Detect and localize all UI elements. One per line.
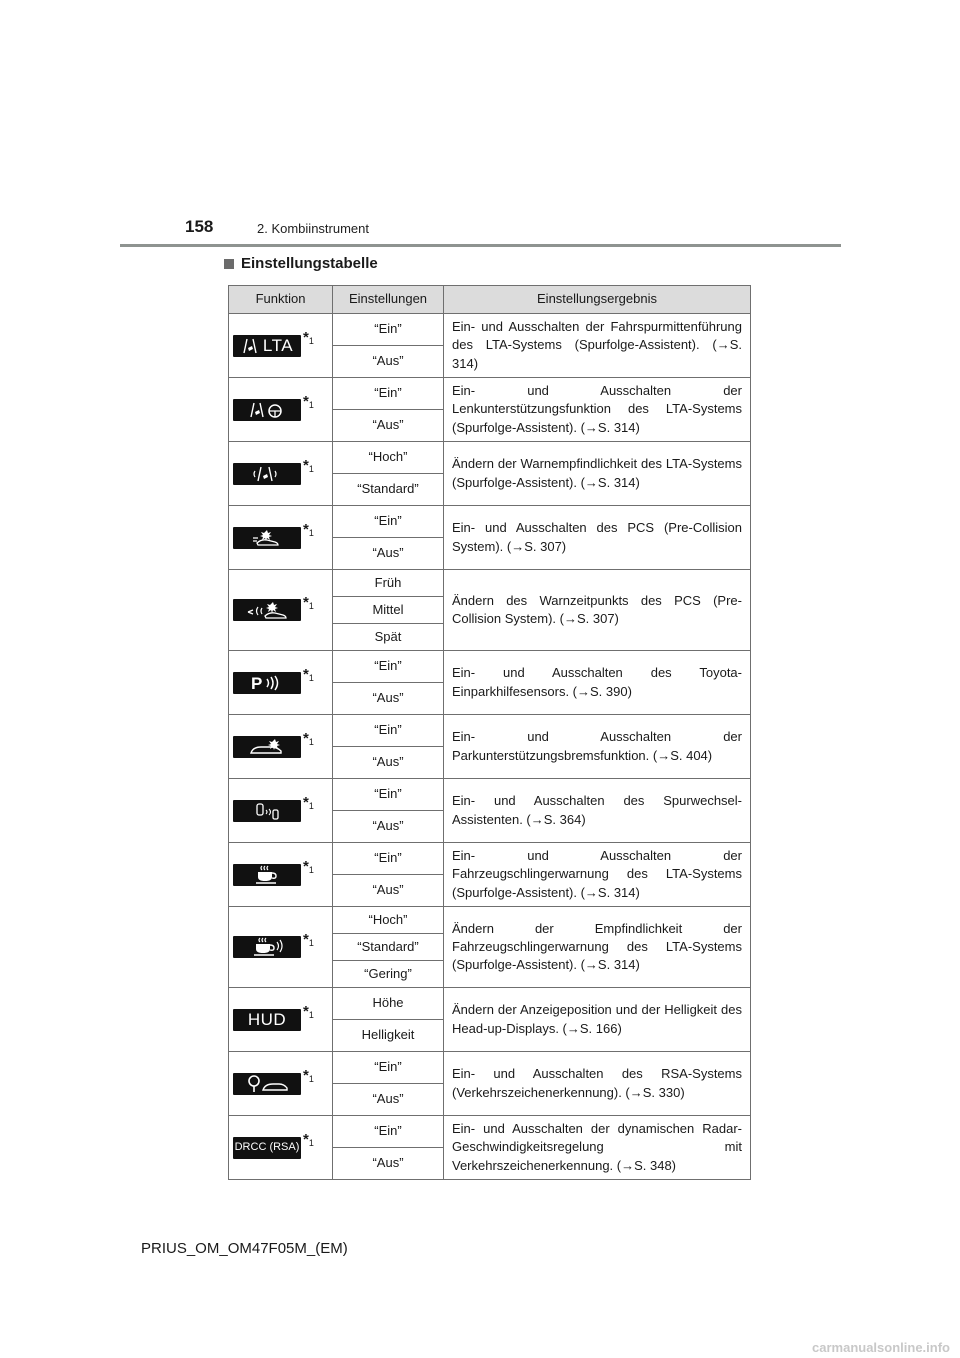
setting-value: “Ein” — [333, 843, 444, 875]
footnote-mark — [303, 1065, 314, 1086]
setting-value: “Ein” — [333, 651, 444, 683]
setting-result: Ändern der Empfindlichkeit der Fahrzeugschlingerwarnung des LTA-Systems (Spurfolge-Assistent). (→S. 314) — [444, 907, 751, 988]
setting-value: “Ein” — [333, 314, 444, 346]
setting-value: “Aus” — [333, 410, 444, 442]
footnote-mark — [303, 664, 314, 685]
setting-value: “Ein” — [333, 779, 444, 811]
footnote-number: 1 — [308, 600, 314, 611]
table-row — [229, 715, 751, 747]
setting-value: “Ein” — [333, 506, 444, 538]
footnote-mark — [303, 592, 314, 613]
footnote-mark — [303, 1001, 314, 1022]
function-cell — [229, 1052, 333, 1116]
table-row — [229, 651, 751, 683]
setting-result: Ein- und Ausschalten der dynamischen Radar-Geschwindigkeitsregelung mit Verkehrszeichenerkennung. (→S. 348) — [444, 1116, 751, 1180]
footnote-number: 1 — [308, 336, 314, 346]
footnote-mark — [303, 792, 314, 813]
setting-result: Ein- und Ausschalten der Fahrzeugschlingerwarnung des LTA-Systems (Spurfolge-Assistent). (→S. 314) — [444, 843, 751, 907]
setting-value: “Aus” — [333, 811, 444, 843]
function-cell — [229, 988, 333, 1052]
footnote-number: 1 — [308, 464, 314, 474]
setting-value: Früh — [333, 570, 444, 597]
coffee-cup-sensitivity-icon — [233, 936, 301, 958]
setting-value: Helligkeit — [333, 1020, 444, 1052]
lane-warning-sensitivity-icon — [233, 463, 301, 485]
footnote-number: 1 — [308, 801, 314, 811]
square-bullet-icon — [224, 259, 234, 269]
chapter-title: 2. Kombiinstrument — [257, 221, 369, 236]
footnote-number: 1 — [308, 1074, 314, 1084]
table-row — [229, 1116, 751, 1148]
function-cell — [229, 779, 333, 843]
footnote-star: * — [303, 593, 309, 611]
footnote-mark — [303, 728, 314, 749]
setting-result: Ändern der Warnempfindlichkeit des LTA-Systems (Spurfolge-Assistent). (→S. 314) — [444, 442, 751, 506]
parking-brake-assist-icon — [233, 736, 301, 758]
function-cell — [229, 651, 333, 715]
footnote-number: 1 — [308, 673, 314, 683]
setting-result: Ein- und Ausschalten der Lenkunterstützungsfunktion des LTA-Systems (Spurfolge-Assistent). (→S. 314) — [444, 378, 751, 442]
function-wrapper — [233, 1003, 328, 1031]
pcs-warning-timing-icon — [233, 599, 301, 621]
footnote-star: * — [303, 794, 309, 811]
footnote-number: 1 — [308, 1010, 314, 1020]
lta-icon — [233, 335, 301, 357]
function-wrapper — [233, 1067, 328, 1095]
setting-value: “Aus” — [333, 683, 444, 715]
table-row — [229, 570, 751, 597]
function-wrapper — [233, 457, 328, 485]
table-row — [229, 378, 751, 410]
footnote-number: 1 — [308, 865, 314, 875]
setting-value: “Gering” — [333, 961, 444, 988]
function-wrapper — [233, 521, 328, 549]
section-heading — [224, 255, 378, 272]
table-row — [229, 779, 751, 811]
footnote-number: 1 — [308, 528, 314, 538]
setting-result: Ändern des Warnzeitpunkts des PCS (Pre-Collision System). (→S. 307) — [444, 570, 751, 651]
page-number: 158 — [185, 217, 214, 236]
setting-value: “Ein” — [333, 378, 444, 410]
footnote-star: * — [303, 521, 309, 538]
setting-result: Ein- und Ausschalten des RSA-Systems (Verkehrszeichenerkennung). (→S. 330) — [444, 1052, 751, 1116]
function-cell — [229, 314, 333, 378]
column-header-result: Einstellungsergebnis — [444, 286, 751, 314]
table-row — [229, 1052, 751, 1084]
setting-result: Ein- und Ausschalten des Spurwechsel-Assistenten. (→S. 364) — [444, 779, 751, 843]
setting-value: “Aus” — [333, 538, 444, 570]
footnote-mark — [303, 327, 314, 348]
setting-value: “Ein” — [333, 715, 444, 747]
road-sign-assist-icon — [233, 1073, 301, 1095]
setting-value: “Ein” — [333, 1116, 444, 1148]
function-wrapper — [233, 393, 328, 421]
setting-result: Ändern der Anzeigeposition und der Helligkeit des Head-up-Displays. (→S. 166) — [444, 988, 751, 1052]
parking-sensor-icon — [233, 672, 301, 694]
footnote-number: 1 — [308, 737, 314, 747]
setting-value: “Standard” — [333, 934, 444, 961]
document-id: PRIUS_OM_OM47F05M_(EM) — [141, 1240, 348, 1257]
setting-value: Spät — [333, 624, 444, 651]
hud-icon — [233, 1009, 301, 1031]
table-row — [229, 907, 751, 934]
footnote-star: * — [303, 1131, 309, 1148]
setting-value: Mittel — [333, 597, 444, 624]
footnote-star: * — [303, 329, 309, 346]
lane-change-assist-icon — [233, 800, 301, 822]
table-row — [229, 442, 751, 474]
footnote-mark — [303, 929, 314, 950]
function-wrapper — [233, 858, 328, 886]
column-header-function: Funktion — [229, 286, 333, 314]
setting-result: Ein- und Ausschalten der Fahrspurmittenführung des LTA-Systems (Spurfolge-Assistent). (→S. 314) — [444, 314, 751, 378]
setting-result: Ein- und Ausschalten des PCS (Pre-Collision System). (→S. 307) — [444, 506, 751, 570]
function-cell — [229, 715, 333, 779]
svg-text:P: P — [251, 673, 263, 692]
setting-value: “Hoch” — [333, 442, 444, 474]
table-row — [229, 506, 751, 538]
function-cell — [229, 378, 333, 442]
table-row — [229, 843, 751, 875]
function-cell — [229, 907, 333, 988]
icon-label: HUD — [247, 1009, 287, 1029]
settings-table — [228, 285, 751, 1180]
setting-value: Höhe — [333, 988, 444, 1020]
footnote-star: * — [303, 730, 309, 747]
function-cell — [229, 506, 333, 570]
setting-value: “Ein” — [333, 1052, 444, 1084]
table-header-row — [229, 286, 751, 314]
function-wrapper — [233, 593, 328, 621]
table-body — [229, 314, 751, 1180]
setting-value: “Aus” — [333, 1148, 444, 1180]
setting-result: Ein- und Ausschalten des Toyota-Einparkhilfesensors. (→S. 390) — [444, 651, 751, 715]
footnote-mark — [303, 391, 314, 412]
function-wrapper — [233, 329, 328, 357]
footnote-number: 1 — [308, 400, 314, 410]
steering-assist-icon — [233, 399, 301, 421]
setting-value: “Standard” — [333, 474, 444, 506]
footnote-number: 1 — [308, 1138, 314, 1148]
function-wrapper — [233, 930, 328, 958]
function-wrapper — [233, 794, 328, 822]
setting-value: “Aus” — [333, 346, 444, 378]
header-rule — [120, 244, 841, 247]
setting-value: “Aus” — [333, 875, 444, 907]
drcc-rsa-icon — [233, 1137, 301, 1159]
section-title: Einstellungstabelle — [241, 255, 378, 272]
footnote-mark — [303, 455, 314, 476]
footnote-star: * — [303, 393, 309, 410]
pcs-icon — [233, 527, 301, 549]
footnote-mark — [303, 519, 314, 540]
footnote-star: * — [303, 930, 309, 948]
footnote-star: * — [303, 457, 309, 474]
function-wrapper — [233, 666, 328, 694]
setting-value: “Aus” — [333, 747, 444, 779]
function-cell — [229, 1116, 333, 1180]
function-cell — [229, 442, 333, 506]
icon-label: LTA — [262, 335, 294, 355]
footnote-mark — [303, 856, 314, 877]
setting-result: Ein- und Ausschalten der Parkunterstützungsbremsfunktion. (→S. 404) — [444, 715, 751, 779]
function-wrapper — [233, 730, 328, 758]
icon-label: DRCC (RSA) — [234, 1140, 300, 1153]
footnote-star: * — [303, 666, 309, 683]
footnote-number: 1 — [308, 937, 314, 948]
footnote-star: * — [303, 1067, 309, 1084]
footnote-mark — [303, 1129, 314, 1150]
footnote-star: * — [303, 1003, 309, 1020]
function-cell — [229, 570, 333, 651]
setting-value: “Hoch” — [333, 907, 444, 934]
coffee-cup-icon — [233, 864, 301, 886]
table-row — [229, 314, 751, 346]
column-header-settings: Einstellungen — [333, 286, 444, 314]
function-cell — [229, 843, 333, 907]
watermark: carmanualsonline.info — [812, 1340, 950, 1355]
setting-value: “Aus” — [333, 1084, 444, 1116]
function-wrapper — [233, 1131, 328, 1159]
table-row — [229, 988, 751, 1020]
footnote-star: * — [303, 858, 309, 875]
